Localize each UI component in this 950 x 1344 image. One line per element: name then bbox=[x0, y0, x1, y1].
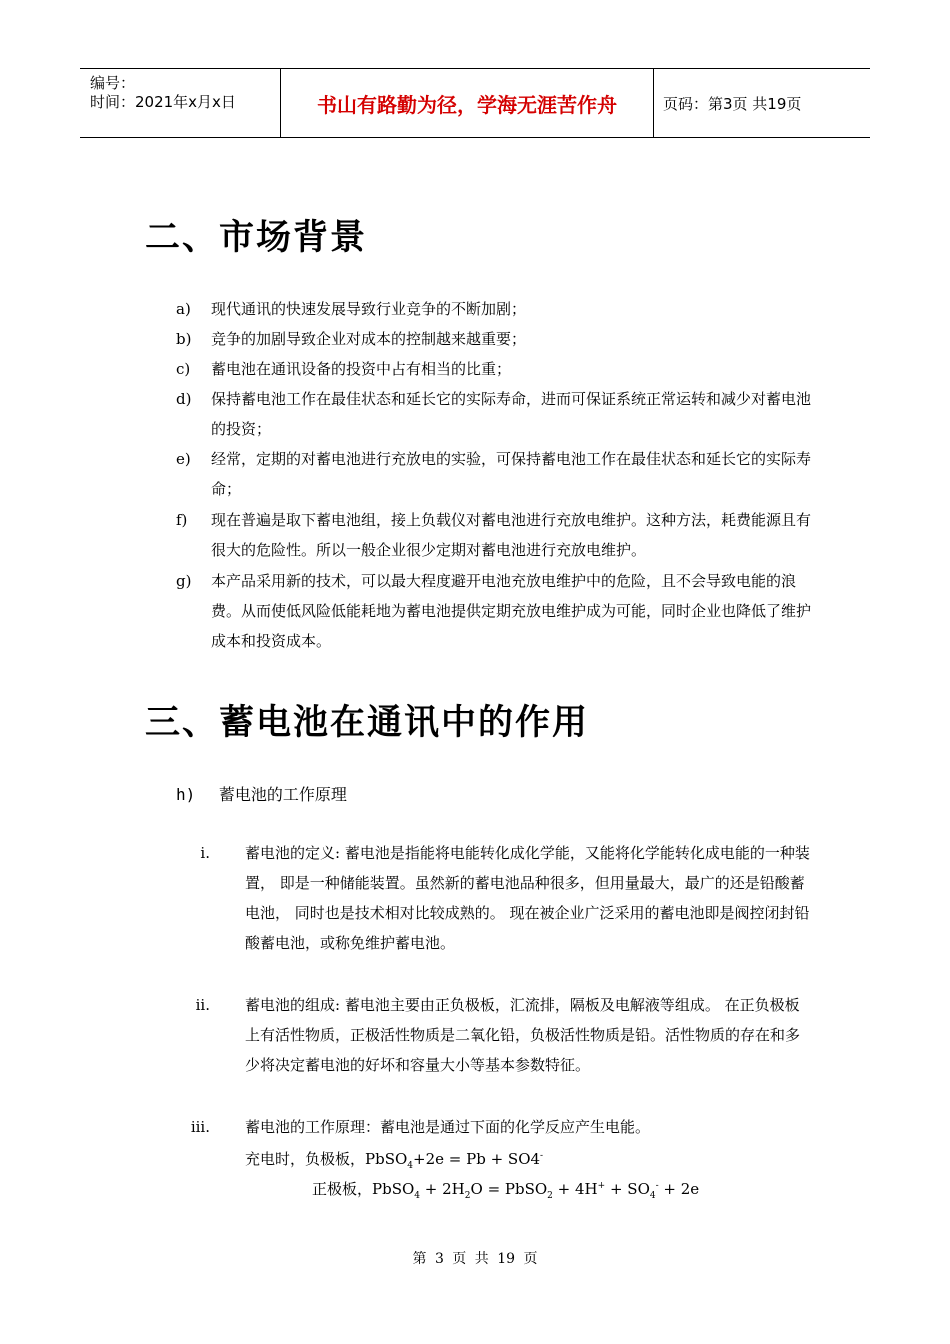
list-item bbox=[176, 294, 816, 324]
list-item bbox=[176, 354, 816, 384]
list-item-text: 蓄电池的定义: 蓄电池是指能将电能转化成化学能，又能将化学能转化成电能的一种装置， 即是一种储能装置。虽然新的蓄电池品种很多，但用量最大，最广的还是铅酸蓄电池， 同时也是技术相对比较成熟的。 现在被企业广泛采用的蓄电池即是阀控闭封铅酸蓄电池，或称免维护蓄电池。 bbox=[245, 844, 810, 952]
list-item bbox=[180, 990, 810, 1080]
list-marker: b) bbox=[176, 330, 192, 348]
list-marker: g) bbox=[176, 572, 192, 590]
list-item-text: 经常，定期的对蓄电池进行充放电的实验，可保持蓄电池工作在最佳状态和延长它的实际寿命； bbox=[211, 450, 812, 498]
document-time-label: 时间：2021年x月x日 bbox=[90, 93, 236, 111]
list-marker: ii. bbox=[195, 996, 210, 1014]
document-number-label: 编号： bbox=[90, 74, 136, 92]
list-item bbox=[176, 444, 816, 504]
chemical-equation-positive: 正极板，PbSO$_4$ + $2H_2O$ = PbSO$_2$ + $4H^+ + SO_4^- + 2e$ bbox=[312, 1180, 700, 1201]
list-item bbox=[180, 1112, 810, 1142]
header-meta-cell bbox=[80, 69, 280, 137]
list-marker: iii. bbox=[190, 1118, 210, 1136]
subsection-heading bbox=[176, 782, 347, 805]
header-motto: 书山有路勤为径，学海无涯苦作舟 bbox=[280, 69, 654, 137]
list-item-text: 现在普遍是取下蓄电池组，接上负载仪对蓄电池进行充放电维护。这种方法，耗费能源且有很大的危险性。所以一般企业很少定期对蓄电池进行充放电维护。 bbox=[211, 511, 812, 559]
section-heading-battery-role: 三、蓄电池在通讯中的作用 bbox=[145, 703, 590, 743]
page-footer: 第 3 页 共 19 页 bbox=[412, 1251, 538, 1267]
list-item-text: 蓄电池的工作原理：蓄电池是通过下面的化学反应产生电能。 bbox=[245, 1118, 651, 1136]
subsection-marker: h) bbox=[176, 785, 196, 804]
list-marker: e) bbox=[176, 450, 191, 468]
list-item-text: 本产品采用新的技术，可以最大程度避开电池充放电维护中的危险，且不会导致电能的浪费。从而使低风险低能耗地为蓄电池提供定期充放电维护成为可能，同时企业也降低了维护成本和投资成本。 bbox=[211, 572, 812, 650]
list-item bbox=[176, 324, 816, 354]
list-marker: d) bbox=[176, 390, 192, 408]
list-item-text: 保持蓄电池工作在最佳状态和延长它的实际寿命，进而可保证系统正常运转和减少对蓄电池的投资； bbox=[211, 390, 812, 438]
subsection-title: 蓄电池的工作原理 bbox=[218, 785, 347, 804]
list-marker: c) bbox=[176, 360, 191, 378]
list-item-text: 竞争的加剧导致企业对成本的控制越来越重要； bbox=[211, 330, 527, 348]
list-item-text: 蓄电池的组成: 蓄电池主要由正负极板，汇流排，隔板及电解液等组成。 在正负极板上有活性物质，正极活性物质是二氧化铅，负极活性物质是铅。活性物质的存在和多少将决定蓄电池的好坏和容量大小等基本参数特征。 bbox=[245, 996, 801, 1074]
document-header bbox=[80, 68, 870, 138]
list-item-text: 现代通讯的快速发展导致行业竞争的不断加剧； bbox=[211, 300, 527, 318]
list-item bbox=[176, 566, 816, 656]
list-item bbox=[176, 384, 816, 444]
list-marker: f) bbox=[176, 511, 188, 529]
list-item bbox=[176, 505, 816, 565]
list-marker: i. bbox=[200, 844, 210, 862]
section-heading-market-background: 二、市场背景 bbox=[145, 218, 368, 258]
header-page-info: 页码：第3页 共19页 bbox=[663, 94, 802, 113]
list-item bbox=[180, 838, 810, 958]
list-item-text: 蓄电池在通讯设备的投资中占有相当的比重； bbox=[211, 360, 512, 378]
chemical-equation-negative: 充电时，负极板，PbSO$_4$+2e = Pb + SO4- bbox=[245, 1150, 544, 1171]
list-marker: a) bbox=[176, 300, 191, 318]
